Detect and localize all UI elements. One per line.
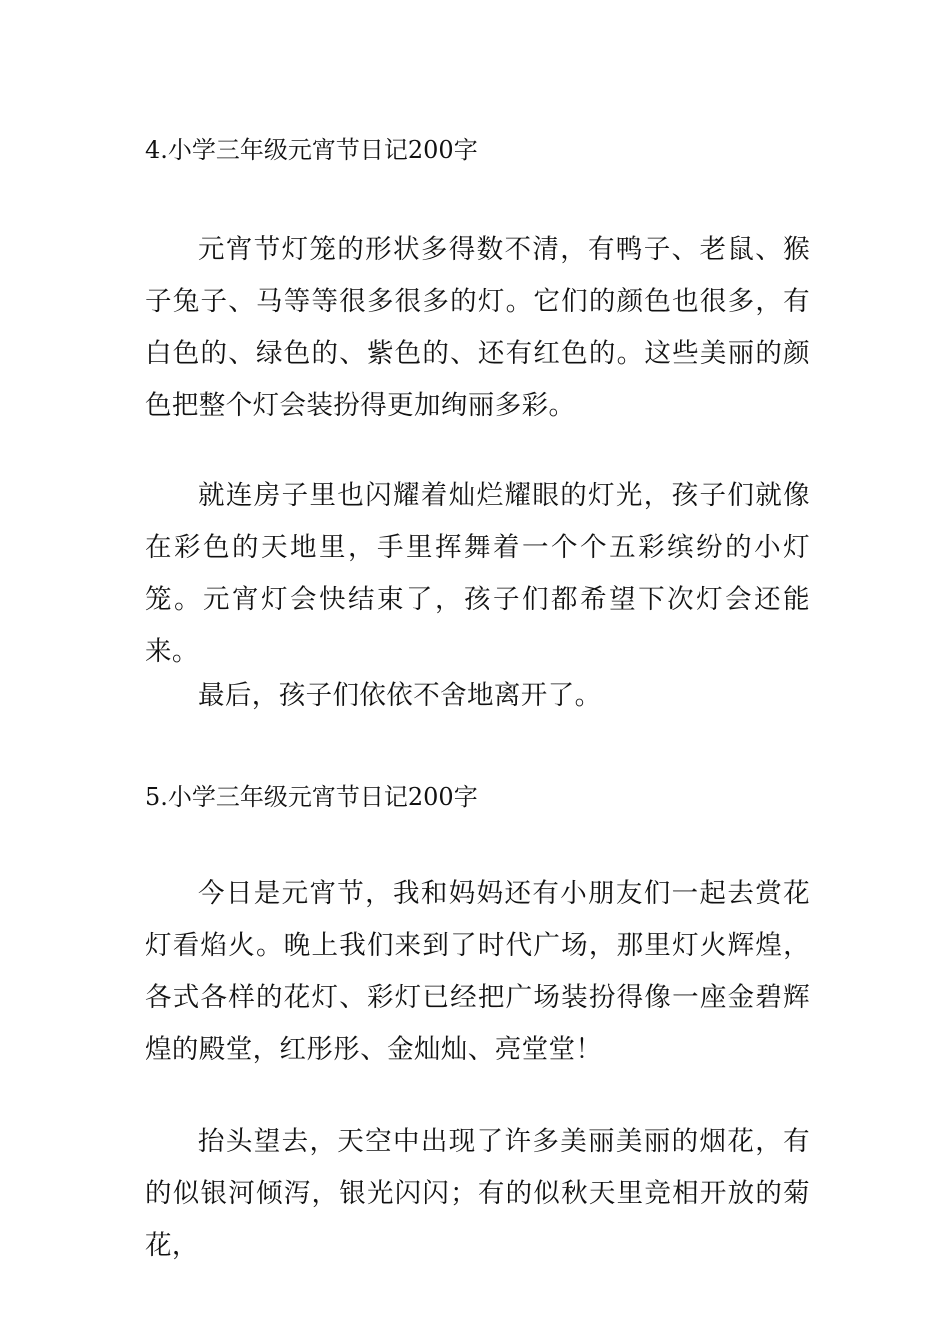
paragraph-lantern-festival-night: 今日是元宵节，我和妈妈还有小朋友们一起去赏花灯看焰火。晚上我们来到了时代广场，那里灯火辉煌，各式各样的花灯、彩灯已经把广场装扮得像一座金碧辉煌的殿堂，红彤彤、金灿灿、亮堂堂！ (145, 878, 810, 1065)
paragraph-house-lights: 就连房子里也闪耀着灿烂耀眼的灯光，孩子们就像在彩色的天地里，手里挥舞着一个个五彩缤纷的小灯笼。元宵灯会快结束了，孩子们都希望下次灯会还能来。 (145, 480, 810, 667)
section-heading-5: 5.小学三年级元宵节日记200字 (145, 783, 478, 811)
paragraph-lantern-shapes: 元宵节灯笼的形状多得数不清，有鸭子、老鼠、猴子兔子、马等等很多很多的灯。它们的颜色也很多，有白色的、绿色的、紫色的、还有红色的。这些美丽的颜色把整个灯会装扮得更加绚丽多彩。 (145, 234, 810, 421)
paragraph-leaving: 最后，孩子们依依不舍地离开了。 (198, 680, 602, 711)
paragraph-fireworks: 抬头望去，天空中出现了许多美丽美丽的烟花，有的似银河倾泻，银光闪闪；有的似秋天里竞相开放的菊花， (145, 1126, 810, 1261)
section-heading-4: 4.小学三年级元宵节日记200字 (145, 136, 478, 164)
